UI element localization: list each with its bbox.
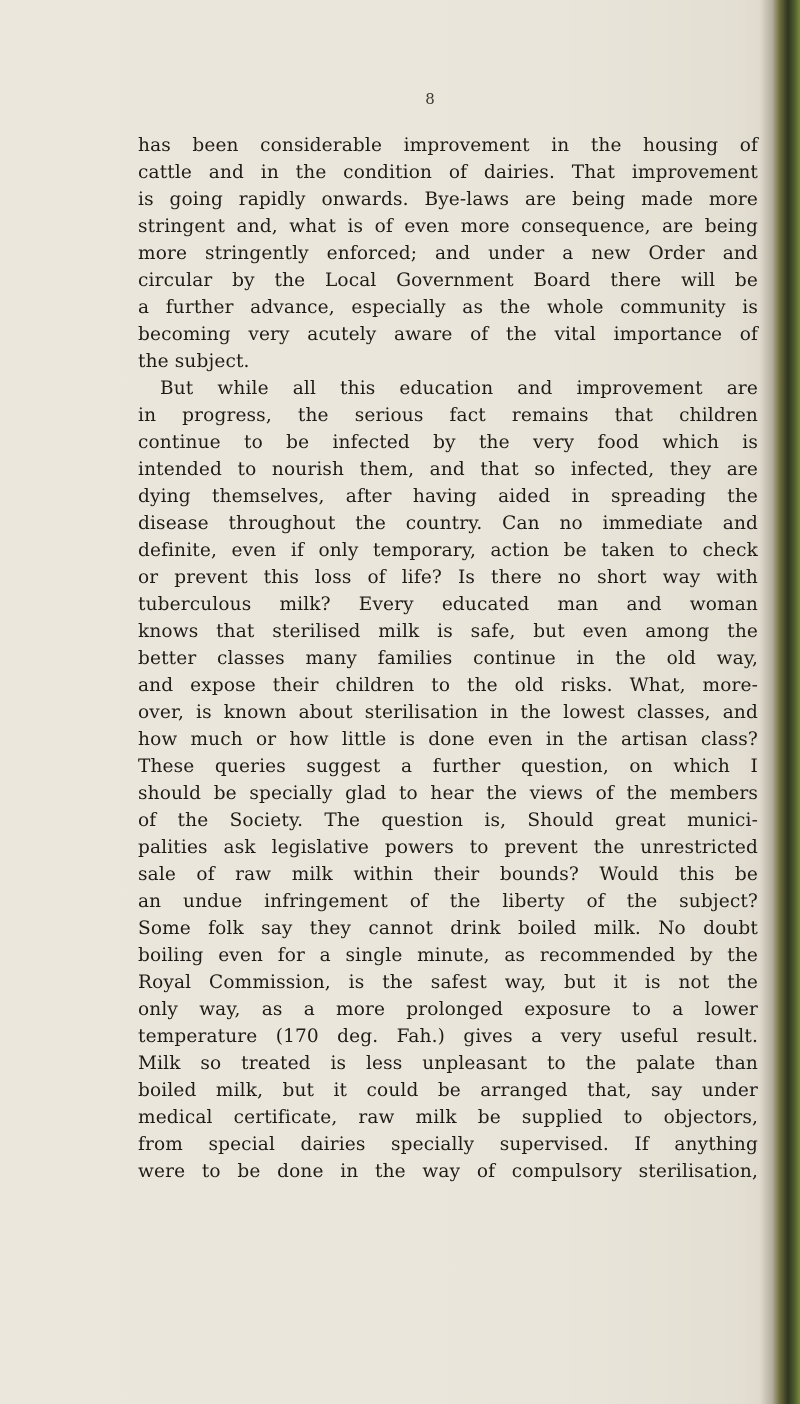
text-line: better classes many families continue in the old way, bbox=[138, 648, 758, 669]
text-line: from special dairies specially supervised. If anything bbox=[138, 1134, 758, 1155]
text-line: These queries suggest a further question, on which I bbox=[138, 756, 758, 777]
page-number: 8 bbox=[425, 90, 435, 108]
text-line: and expose their children to the old risks. What, more- bbox=[138, 675, 758, 696]
text-line: circular by the Local Government Board there will be bbox=[138, 270, 758, 291]
text-line: the subject. bbox=[138, 351, 250, 372]
text-line: should be specially glad to hear the views of the members bbox=[138, 783, 758, 804]
text-line: has been considerable improvement in the housing of bbox=[138, 135, 758, 156]
text-line: temperature (170 deg. Fah.) gives a very useful result. bbox=[138, 1026, 758, 1047]
text-line: boiled milk, but it could be arranged that, say under bbox=[138, 1080, 758, 1101]
text-line: definite, even if only temporary, action be taken to check bbox=[138, 540, 758, 561]
text-line: dying themselves, after having aided in spreading the bbox=[138, 486, 758, 507]
text-line: knows that sterilised milk is safe, but even among the bbox=[138, 621, 758, 642]
text-line: only way, as a more prolonged exposure to a lower bbox=[138, 999, 758, 1020]
text-line: tuberculous milk? Every educated man and woman bbox=[138, 594, 758, 615]
text-line: in progress, the serious fact remains that children bbox=[138, 405, 758, 426]
page-edge-binding bbox=[760, 0, 800, 1404]
body-text bbox=[138, 132, 758, 1185]
text-line: over, is known about sterilisation in the lowest classes, and bbox=[138, 702, 758, 723]
text-line: continue to be infected by the very food which is bbox=[138, 432, 758, 453]
text-line: sale of raw milk within their bounds? Would this be bbox=[138, 864, 758, 885]
text-line: is going rapidly onwards. Bye-laws are being made more bbox=[138, 189, 758, 210]
text-line: how much or how little is done even in the artisan class? bbox=[138, 729, 758, 750]
text-line: stringent and, what is of even more consequence, are being bbox=[138, 216, 758, 237]
text-line: of the Society. The question is, Should great munici- bbox=[138, 810, 758, 831]
text-line: a further advance, especially as the whole community is bbox=[138, 297, 758, 318]
text-line: or prevent this loss of life? Is there no short way with bbox=[138, 567, 758, 588]
text-line: Royal Commission, is the safest way, but it is not the bbox=[138, 972, 758, 993]
text-line: intended to nourish them, and that so infected, they are bbox=[138, 459, 758, 480]
text-line: medical certificate, raw milk be supplied to objectors, bbox=[138, 1107, 758, 1128]
text-line: palities ask legislative powers to prevent the unrestricted bbox=[138, 837, 758, 858]
text-line: disease throughout the country. Can no immediate and bbox=[138, 513, 758, 534]
text-line: boiling even for a single minute, as recommended by the bbox=[138, 945, 758, 966]
text-line: Milk so treated is less unpleasant to the palate than bbox=[138, 1053, 758, 1074]
text-line: an undue infringement of the liberty of the subject? bbox=[138, 891, 758, 912]
paragraph-start-line: But while all this education and improvement are bbox=[160, 378, 758, 399]
text-line: becoming very acutely aware of the vital importance of bbox=[138, 324, 758, 345]
text-line: were to be done in the way of compulsory sterilisation, bbox=[138, 1161, 758, 1182]
text-line: cattle and in the condition of dairies. That improvement bbox=[138, 162, 758, 183]
text-line: more stringently enforced; and under a new Order and bbox=[138, 243, 758, 264]
text-line: Some folk say they cannot drink boiled milk. No doubt bbox=[138, 918, 758, 939]
